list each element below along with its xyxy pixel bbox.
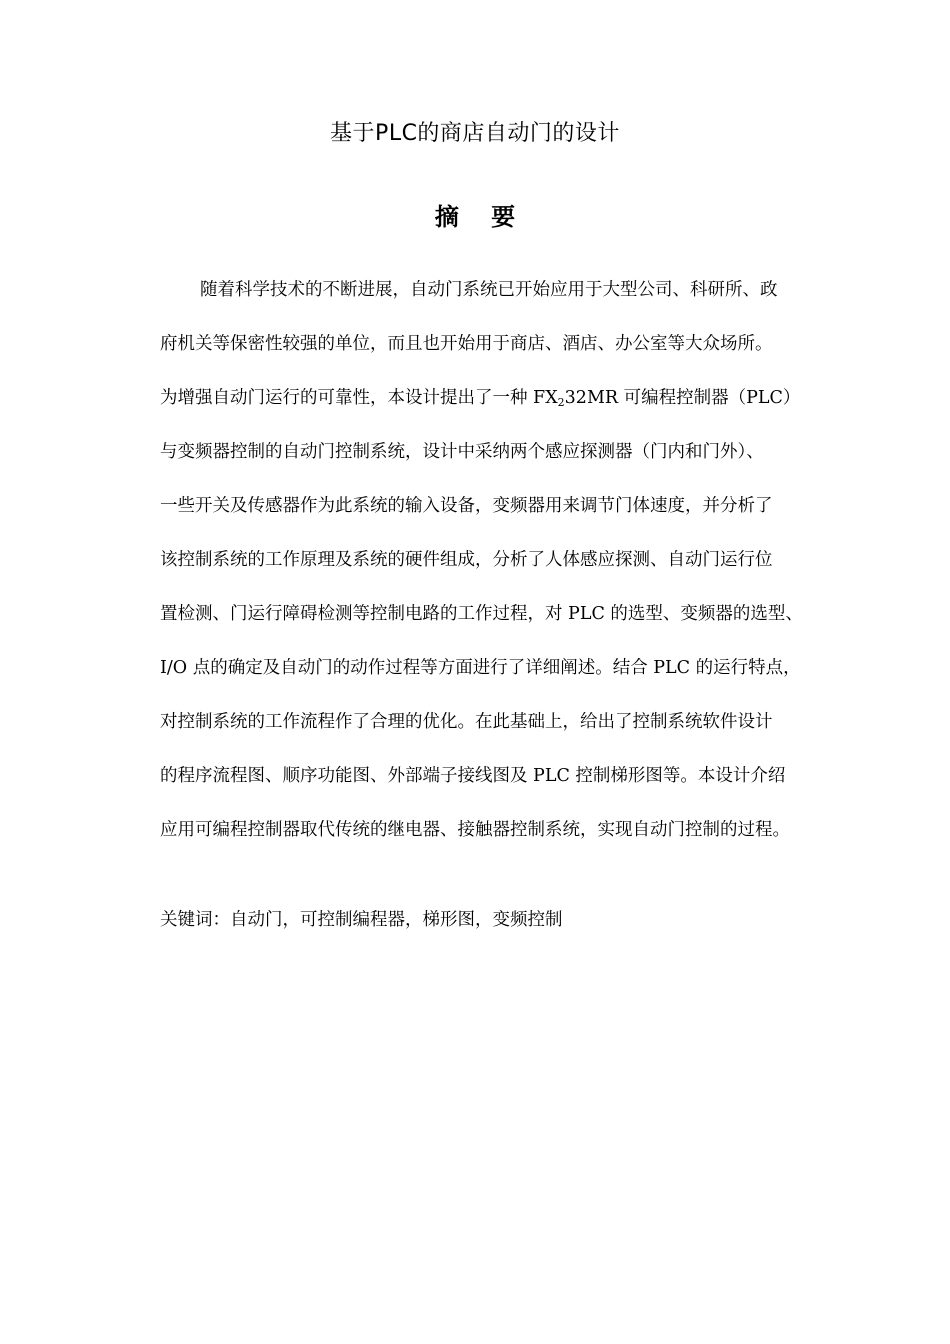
abstract-body [160, 274, 852, 868]
abstract-heading: 摘 要 [434, 203, 528, 231]
abstract-line: 对控制系统的工作流程作了合理的优化。在此基础上，给出了控制系统软件设计 [160, 712, 773, 732]
subscript-text: 2 [557, 396, 565, 409]
abstract-line: 随着科学技术的不断进展，自动门系统已开始应用于大型公司、科研所、政 [200, 280, 778, 300]
keywords-line: 关键词：自动门，可控制编程器，梯形图，变频控制 [160, 910, 563, 930]
abstract-line: 府机关等保密性较强的单位，而且也开始用于商店、酒店、办公室等大众场所。 [160, 334, 773, 354]
abstract-line: I/O 点的确定及自动门的动作过程等方面进行了详细阐述。结合 PLC 的运行特点， [160, 658, 801, 678]
abstract-line [160, 382, 852, 436]
abstract-line: 应用可编程控制器取代传统的继电器、接触器控制系统，实现自动门控制的过程。 [160, 820, 790, 840]
abstract-line: 的程序流程图、顺序功能图、外部端子接线图及 PLC 控制梯形图等。本设计介绍 [160, 766, 786, 786]
document-title: 基于PLC的商店自动门的设计 [330, 121, 620, 146]
abstract-line: 该控制系统的工作原理及系统的硬件组成，分析了人体感应探测、自动门运行位 [160, 550, 773, 570]
abstract-line: 置检测、门运行障碍检测等控制电路的工作过程，对 PLC 的选型、变频器的选型、 [160, 604, 803, 624]
abstract-line-text: 为增强自动门运行的可靠性，本设计提出了一种 FX [160, 388, 558, 408]
abstract-line-text: 32MR 可编程控制器（PLC） [564, 388, 801, 408]
abstract-line: 一些开关及传感器作为此系统的输入设备，变频器用来调节门体速度，并分析了 [160, 496, 773, 516]
abstract-line: 与变频器控制的自动门控制系统，设计中采纳两个感应探测器（门内和门外）、 [160, 442, 764, 462]
